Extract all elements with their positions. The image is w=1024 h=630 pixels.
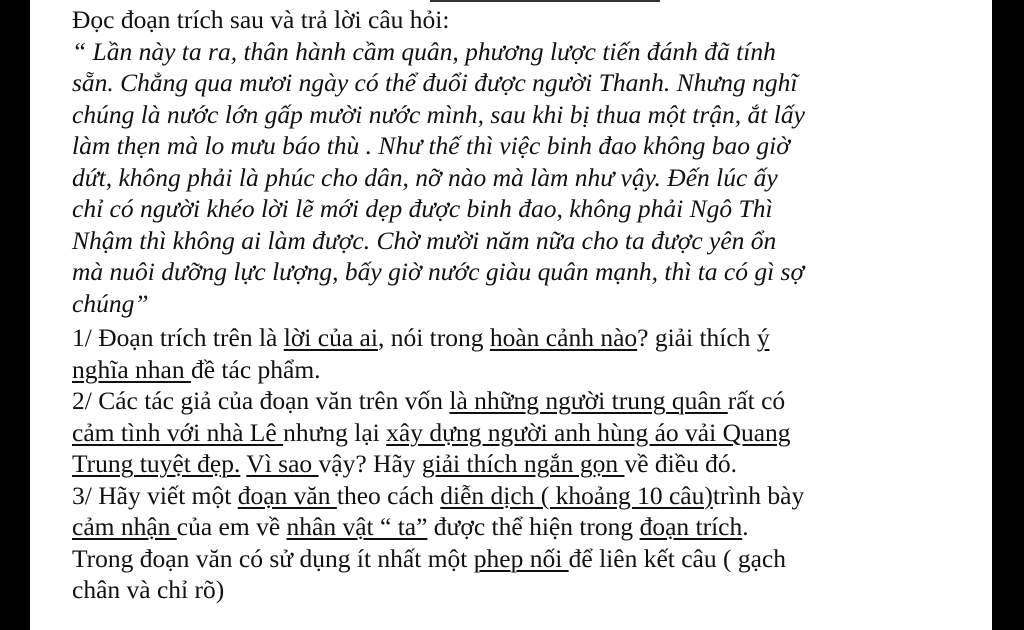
underlined-phrase: lời của ai [283, 323, 378, 352]
passage-line: làm thẹn mà lo mưu báo thù . Như thế thì việc binh đao không bao giờ [72, 131, 790, 160]
text-run: nhưng lại [283, 417, 387, 447]
question-3 [72, 480, 972, 606]
text-run: ? giải thích [637, 323, 757, 352]
text-run: 3/ Hãy viết một [72, 480, 238, 510]
question-3-line-3 [72, 543, 972, 575]
underlined-phrase: đoạn trích [639, 512, 743, 541]
question-2-line-2 [72, 417, 972, 449]
underlined-phrase: cảm nhận [72, 512, 177, 541]
right-dark-border [992, 0, 1024, 630]
underlined-phrase: Vì sao [246, 449, 319, 478]
underlined-phrase: đoạn văn [237, 480, 337, 510]
question-1-line-2 [72, 354, 972, 386]
text-run: trình bày [712, 480, 805, 510]
question-2-line-3 [72, 448, 972, 480]
question-1 [72, 322, 972, 385]
underlined-phrase: hoàn cảnh nào [489, 323, 638, 352]
quoted-passage [72, 36, 972, 320]
passage-line: “ Lần này ta ra, thân hành cầm quân, phương lược tiến đánh đã tính [72, 36, 776, 66]
underlined-phrase: cảm tình với nhà Lê [72, 417, 284, 447]
text-run: của em về [176, 512, 287, 541]
passage-line: Nhậm thì không ai làm được. Chờ mười năm nữa cho ta được yên ổn [72, 225, 777, 255]
underlined-phrase: nhân vật “ ta” [286, 512, 428, 541]
underlined-phrase: giải thích ngắn gọn [421, 449, 625, 478]
passage-line: chỉ có người khéo lời lẽ mới dẹp được binh đao, không phải Ngô Thì [72, 194, 773, 223]
question-3-line-2 [72, 511, 972, 543]
passage-line: mà nuôi dưỡng lực lượng, bấy giờ nước giàu quân mạnh, thì ta có gì sợ [72, 257, 805, 286]
passage-line: chúng là nước lớn gấp mười nước mình, sau khi bị thua một trận, ắt lấy [72, 99, 805, 129]
text-run: . [742, 512, 749, 541]
underlined-phrase: Trung tuyệt đẹp. [72, 449, 241, 478]
text-run: 1/ Đoạn trích trên là [72, 323, 284, 352]
question-1-line-1 [72, 322, 972, 354]
question-3-line-1 [72, 480, 972, 512]
underlined-phrase: phep nối [473, 543, 569, 573]
text-run: về điều đó. [624, 449, 738, 478]
passage-line: chúng” [72, 288, 149, 318]
text-run: , nói trong [377, 323, 490, 352]
left-dark-border [0, 0, 30, 630]
text-run: vậy? Hãy [318, 449, 422, 478]
underlined-phrase: là những người trung quân [449, 386, 728, 415]
heading: Đọc đoạn trích sau và trả lời câu hỏi: [72, 5, 450, 34]
text-run: rất có [727, 386, 786, 415]
question-2 [72, 385, 972, 480]
text-run: đề tác phẩm. [190, 354, 321, 384]
underlined-phrase: diễn dịch ( khoảng 10 câu) [440, 480, 713, 510]
text-run: để liên kết câu ( gạch [568, 543, 787, 573]
text-run: được thể hiện trong [427, 512, 640, 541]
underlined-phrase: nghĩa nhan [72, 354, 191, 384]
passage-line: sẵn. Chẳng qua mươi ngày có thể đuổi được người Thanh. Nhưng nghĩ [72, 68, 798, 97]
question-3-line-4: chân và chỉ rõ) [72, 575, 225, 604]
text-run: Trong đoạn văn có sử dụng ít nhất một [72, 543, 474, 573]
top-rule-line [430, 0, 660, 2]
passage-line: dứt, không phải là phúc cho dân, nỡ nào mà làm như vậy. Đến lúc ấy [72, 162, 778, 192]
underlined-phrase: xây dựng người anh hùng áo vải Quang [386, 417, 791, 447]
document-page [72, 4, 972, 606]
text-run: 2/ Các tác giả của đoạn văn trên vốn [72, 386, 450, 415]
underlined-phrase: ý [756, 323, 770, 352]
text-run: theo cách [336, 480, 441, 510]
question-2-line-1 [72, 385, 972, 417]
